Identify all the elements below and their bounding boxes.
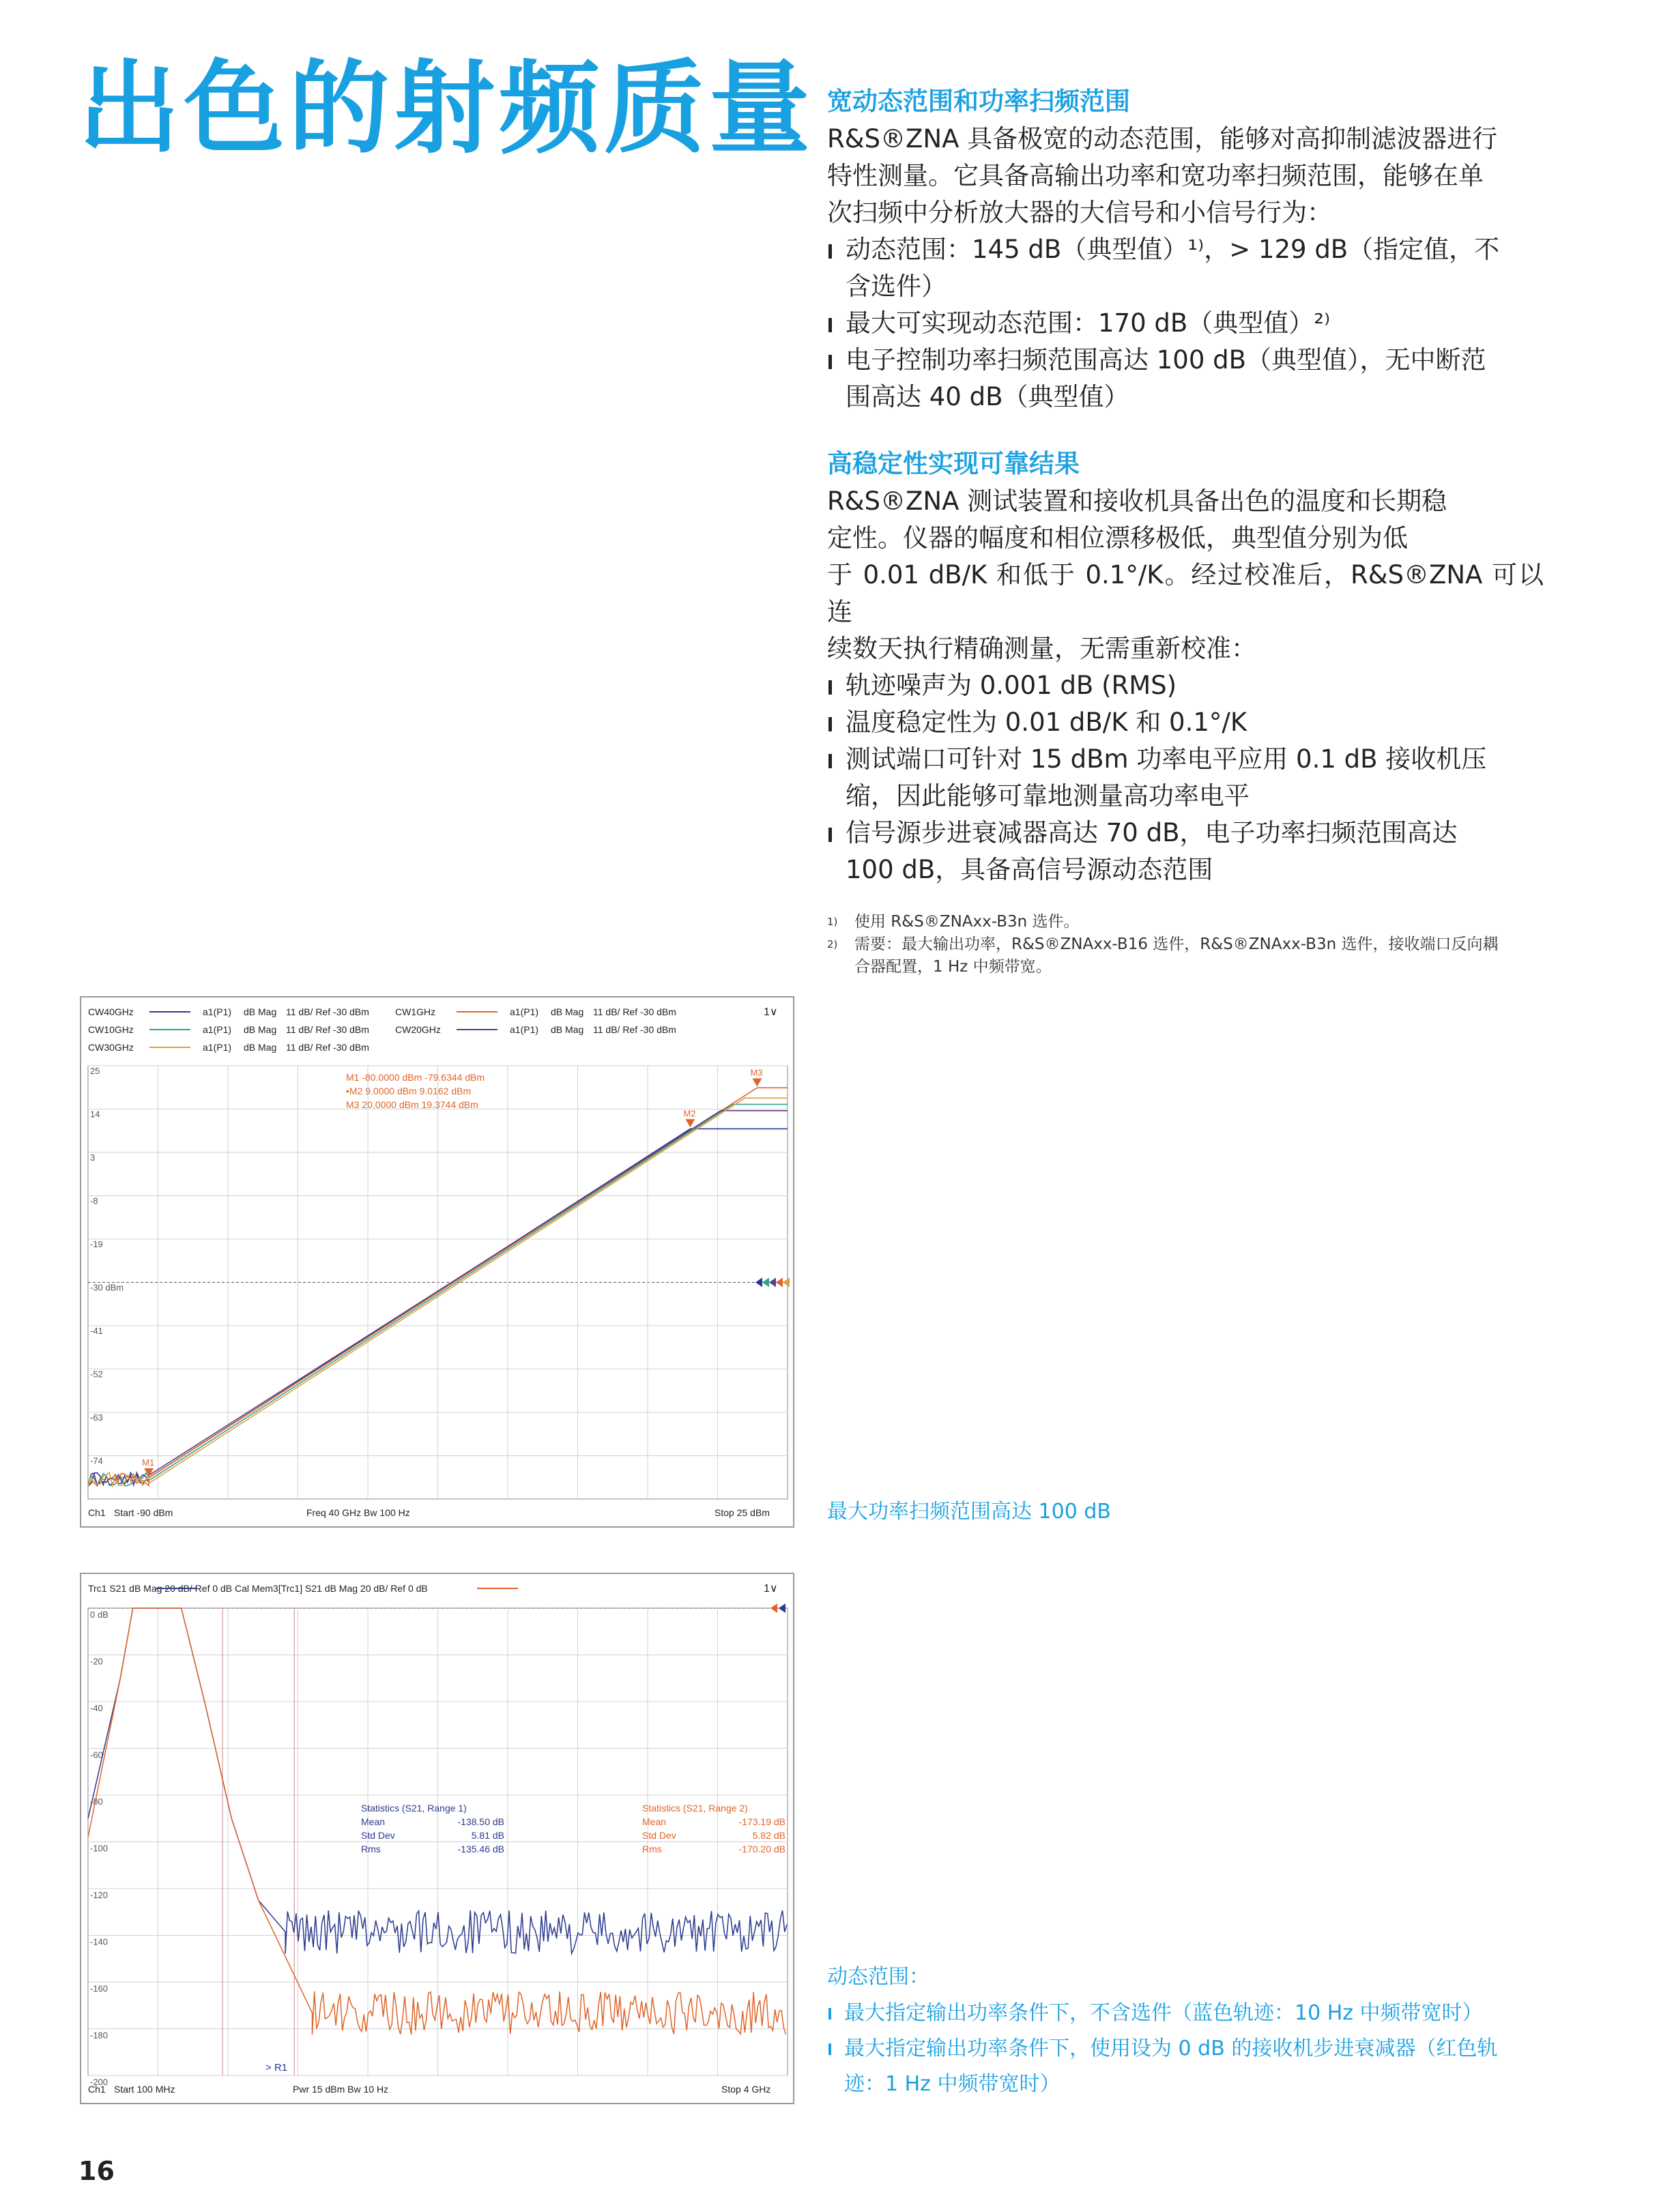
legend-scale: 11 dB/ Ref -30 dBm [286, 1042, 369, 1053]
section-paragraph [827, 121, 1544, 231]
bullet-item: 轨迹噪声为 0.001 dB (RMS) [827, 667, 1544, 704]
y-tick-label: 25 [90, 1066, 100, 1076]
power-sweep-plot [81, 998, 793, 1526]
bullet-item: 测试端口可针对 15 dBm 功率电平应用 0.1 dB 接收机压 缩，因此能够可靠地测量高功率电平 [827, 741, 1544, 815]
stats-range-1-label: Rms [361, 1844, 381, 1854]
page-title: 出色的射频质量 [78, 50, 814, 167]
para-line: 于 0.01 dB/K 和低于 0.1°/K。经过校准后，R&S®ZNA 可以连 [827, 560, 1544, 627]
y-tick-label: 0 dB [90, 1610, 109, 1620]
legend-meas: a1(P1) [510, 1024, 539, 1035]
legend-meas: a1(P1) [203, 1024, 232, 1035]
footer-center: Pwr 15 dBm Bw 10 Hz [293, 2084, 389, 2095]
y-tick-label: -140 [90, 1936, 109, 1947]
para-line: 特性测量。它具备高输出功率和宽功率扫频范围，能够在单 [827, 161, 1484, 191]
y-tick-label: 14 [90, 1109, 100, 1120]
reference-arrow [770, 1603, 777, 1613]
y-tick-label: -41 [90, 1326, 103, 1336]
marker-label: M2 [683, 1108, 696, 1119]
stats-range-1-value: 5.81 dB [471, 1830, 504, 1841]
marker-label: M1 [142, 1457, 155, 1468]
series-line-Mem3[Trc1] [88, 1608, 785, 2035]
legend-meas: a1(P1) [203, 1006, 232, 1017]
stats-range-2-label: Std Dev [642, 1830, 676, 1841]
legend-scale: 11 dB/ Ref -30 dBm [593, 1006, 676, 1017]
legend-format: dB Mag [244, 1042, 277, 1053]
legend-format: dB Mag [551, 1006, 584, 1017]
reference-arrow [776, 1278, 783, 1287]
legend-trace-name: CW30GHz [88, 1042, 134, 1053]
reference-arrow [769, 1278, 776, 1287]
footnotes [827, 911, 1544, 978]
y-tick-label: -80 [90, 1796, 103, 1807]
y-tick-label: -40 [90, 1703, 103, 1713]
stats-range-2-label: Mean [642, 1816, 667, 1827]
y-tick-label: -63 [90, 1412, 103, 1423]
caption-title: 动态范围： [827, 1965, 929, 1989]
para-line: 续数天执行精确测量，无需重新校准： [827, 634, 1256, 664]
legend-meas: a1(P1) [203, 1042, 232, 1053]
legend-format: dB Mag [244, 1024, 277, 1035]
y-tick-label: -20 [90, 1656, 103, 1667]
legend-format: dB Mag [551, 1024, 584, 1035]
footnote: 1) 使用 R&S®ZNAxx-B3n 选件。 [827, 913, 1080, 931]
legend-scale: 11 dB/ Ref -30 dBm [286, 1024, 369, 1035]
dynamic-range-plot [81, 1574, 793, 2103]
y-tick-label: -8 [90, 1195, 98, 1206]
bullet-list [827, 231, 1544, 416]
menu-icon: 1∨ [764, 1583, 778, 1595]
caption-bullet: 最大指定输出功率条件下，使用设为 0 dB 的接收机步进衰减器（红色轨 迹：1 Hz 中频带宽时） [827, 2031, 1544, 2102]
chart2-caption [827, 1964, 1544, 2102]
dynamic-range-chart [80, 1573, 794, 2104]
caption-bullets [827, 1996, 1544, 2102]
reference-arrow [783, 1278, 790, 1287]
y-tick-label: -52 [90, 1369, 103, 1380]
power-sweep-chart [80, 996, 794, 1528]
legend-scale: 11 dB/ Ref -30 dBm [593, 1024, 676, 1035]
range-label: > R1 [265, 2062, 288, 2073]
footer-channel: Ch1 [88, 1507, 106, 1518]
marker-readout: M1 -80.0000 dBm -79.6344 dBm [346, 1072, 485, 1083]
reference-arrow [755, 1278, 762, 1287]
legend: Trc1 S21 dB Mag 20 dB/ Ref 0 dB Cal Mem3[Trc1] S21 dB Mag 20 dB/ Ref 0 dB [88, 1583, 428, 1594]
y-tick-label: -30 dBm [90, 1282, 124, 1293]
marker-label: M3 [750, 1067, 763, 1078]
legend-scale: 11 dB/ Ref -30 dBm [286, 1006, 369, 1017]
y-tick-label: -160 [90, 1983, 109, 1994]
bullet-item: 温度稳定性为 0.01 dB/K 和 0.1°/K [827, 704, 1544, 741]
bullet-list [827, 667, 1544, 888]
bullet-item: 动态范围：145 dB（典型值）¹⁾，> 129 dB（指定值，不 含选件） [827, 231, 1544, 305]
section-stability [827, 449, 1544, 888]
para-line: 次扫频中分析放大器的大信号和小信号行为： [827, 198, 1332, 228]
para-line: 定性。仪器的幅度和相位漂移极低，典型值分别为低 [827, 523, 1408, 553]
y-tick-label: -100 [90, 1843, 109, 1854]
y-tick-label: -180 [90, 2030, 109, 2041]
caption-bullet: 最大指定输出功率条件下，不含选件（蓝色轨迹：10 Hz 中频带宽时） [827, 1996, 1544, 2031]
chart1-caption: 最大功率扫频范围高达 100 dB [827, 1500, 1111, 1524]
marker-triangle [685, 1119, 695, 1127]
marker-triangle [752, 1078, 762, 1086]
para-line: R&S®ZNA 测试装置和接收机具备出色的温度和长期稳 [827, 486, 1447, 516]
series-line-Trc1 [88, 1608, 787, 1953]
bullet-item: 信号源步进衰减器高达 70 dB，电子功率扫频范围高达 100 dB，具备高信号源动态范围 [827, 815, 1544, 888]
para-line: R&S®ZNA 具备极宽的动态范围，能够对高抑制滤波器进行 [827, 124, 1498, 154]
marker-readout: •M2 9.0000 dBm 9.0162 dBm [346, 1086, 472, 1096]
footnote: 2) 需要：最大输出功率，R&S®ZNAxx-B16 选件，R&S®ZNAxx-B3n 选件，接收端口反向耦 合器配置，1 Hz 中频带宽。 [827, 935, 1499, 976]
y-tick-label: -19 [90, 1239, 103, 1249]
legend-format: dB Mag [244, 1006, 277, 1017]
y-tick-label: -60 [90, 1749, 103, 1760]
section-heading: 高稳定性实现可靠结果 [827, 449, 1080, 478]
footer-stop: Stop 25 dBm [715, 1507, 770, 1518]
bullet-item: 最大可实现动态范围：170 dB（典型值）²⁾ [827, 305, 1544, 342]
stats-range-2-value: -173.19 dB [738, 1816, 785, 1827]
reference-arrow [779, 1603, 785, 1613]
bullet-item: 电子控制功率扫频范围高达 100 dB（典型值），无中断范 围高达 40 dB（典型值） [827, 342, 1544, 416]
reference-arrow [762, 1278, 769, 1287]
marker-readout: M3 20.0000 dBm 19.3744 dBm [346, 1099, 478, 1110]
stats-range-2-value: -170.20 dB [738, 1844, 785, 1854]
section-heading: 宽动态范围和功率扫频范围 [827, 87, 1130, 116]
legend-trace-name: CW20GHz [395, 1024, 441, 1035]
stats-range-2-label: Rms [642, 1844, 662, 1854]
footer-stop: Stop 4 GHz [721, 2084, 771, 2095]
footer-start: Start 100 MHz [114, 2084, 175, 2095]
footer-start: Start -90 dBm [114, 1507, 173, 1518]
y-tick-label: -74 [90, 1455, 103, 1466]
y-tick-label: -200 [90, 2077, 109, 2087]
page-number: 16 [78, 2156, 115, 2186]
legend-trace-name: CW10GHz [88, 1024, 134, 1035]
y-tick-label: -120 [90, 1890, 109, 1900]
legend-trace-name: CW1GHz [395, 1006, 436, 1017]
legend-meas: a1(P1) [510, 1006, 539, 1017]
legend-trace-name: CW40GHz [88, 1006, 134, 1017]
footer-channel: Ch1 [88, 2084, 106, 2095]
stats-range-1-value: -135.46 dB [457, 1844, 504, 1854]
y-tick-label: 3 [90, 1152, 96, 1163]
menu-icon: 1∨ [764, 1006, 778, 1018]
footer-center: Freq 40 GHz Bw 100 Hz [306, 1507, 410, 1518]
stats-range-1-title: Statistics (S21, Range 1) [361, 1803, 467, 1814]
stats-range-1-value: -138.50 dB [457, 1816, 504, 1827]
stats-range-1-label: Std Dev [361, 1830, 395, 1841]
section-paragraph [827, 483, 1544, 667]
stats-range-1-label: Mean [361, 1816, 386, 1827]
stats-range-2-value: 5.82 dB [752, 1830, 785, 1841]
section-dynamic-range [827, 87, 1544, 416]
stats-range-2-title: Statistics (S21, Range 2) [642, 1803, 748, 1814]
